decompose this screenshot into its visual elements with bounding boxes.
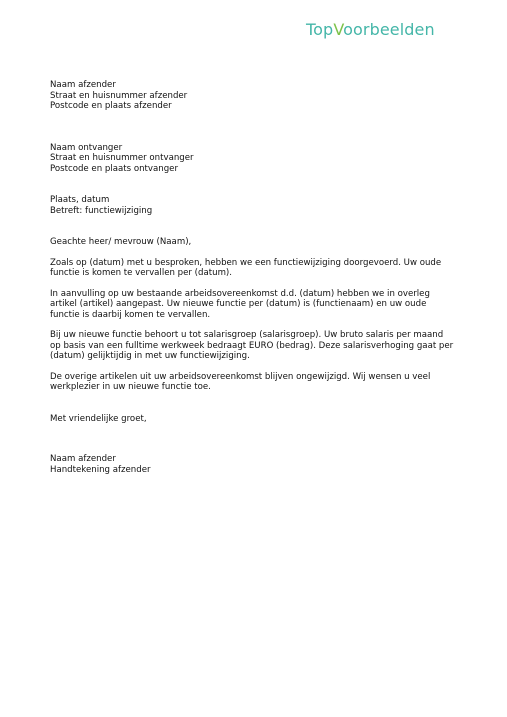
sender-name: Naam afzender — [50, 80, 116, 90]
paragraph-line: (datum) gelijktijdig in met uw functiewijziging. — [50, 351, 250, 361]
logo-checkmark-v: V — [333, 20, 344, 39]
paragraph-line: Zoals op (datum) met u besproken, hebben we een functiewijziging doorgevoerd. Uw oude — [50, 257, 442, 268]
place-date: Plaats, datum — [50, 195, 110, 205]
paragraph-line: Bij uw nieuwe functie behoort u tot salarisgroep (salarisgroep). Uw bruto salaris per maand — [50, 330, 444, 340]
sender-city: Postcode en plaats afzender — [50, 101, 172, 111]
signature-name: Naam afzender — [50, 454, 116, 464]
paragraph-line: De overige artikelen uit uw arbeidsovereenkomst blijven ongewijzigd. Wij wensen u veel — [50, 371, 431, 382]
paragraph-line: op basis van een fulltime werkweek bedraagt EURO (bedrag). Deze salarisverhoging gaat per — [50, 340, 454, 351]
sender-address-block — [50, 80, 460, 112]
paragraph-4 — [50, 372, 460, 393]
signature-line: Handtekening afzender — [50, 464, 151, 475]
paragraph-line: artikel (artikel) aangepast. Uw nieuwe functie per (datum) is (functienaam) en uw oude — [50, 299, 427, 309]
paragraph-3 — [50, 330, 460, 362]
recipient-city: Postcode en plaats ontvanger — [50, 163, 179, 174]
paragraph-line: In aanvulling op uw bestaande arbeidsovereenkomst d.d. (datum) hebben we in overleg — [50, 288, 430, 299]
paragraph-line: functie is daarbij komen te vervallen. — [50, 309, 211, 320]
logo-text-oorbeelden: oorbeelden — [343, 20, 435, 39]
paragraph-line: werkplezier in uw nieuwe functie toe. — [50, 382, 211, 392]
letter-body — [50, 80, 460, 475]
subject-line: Betreft: functiewijziging — [50, 205, 153, 216]
recipient-name: Naam ontvanger — [50, 142, 123, 153]
paragraph-2 — [50, 289, 460, 321]
paragraph-1 — [50, 258, 460, 279]
sender-street: Straat en huisnummer afzender — [50, 90, 188, 101]
recipient-address-block — [50, 143, 460, 175]
salutation: Geachte heer/ mevrouw (Naam), — [50, 237, 192, 247]
brand-logo — [306, 20, 435, 44]
signature-block — [50, 454, 460, 475]
recipient-street: Straat en huisnummer ontvanger — [50, 153, 194, 163]
paragraph-line: functie is komen te vervallen per (datum). — [50, 268, 233, 278]
logo-text-top: Top — [306, 20, 334, 39]
closing-greeting: Met vriendelijke groet, — [50, 413, 147, 424]
